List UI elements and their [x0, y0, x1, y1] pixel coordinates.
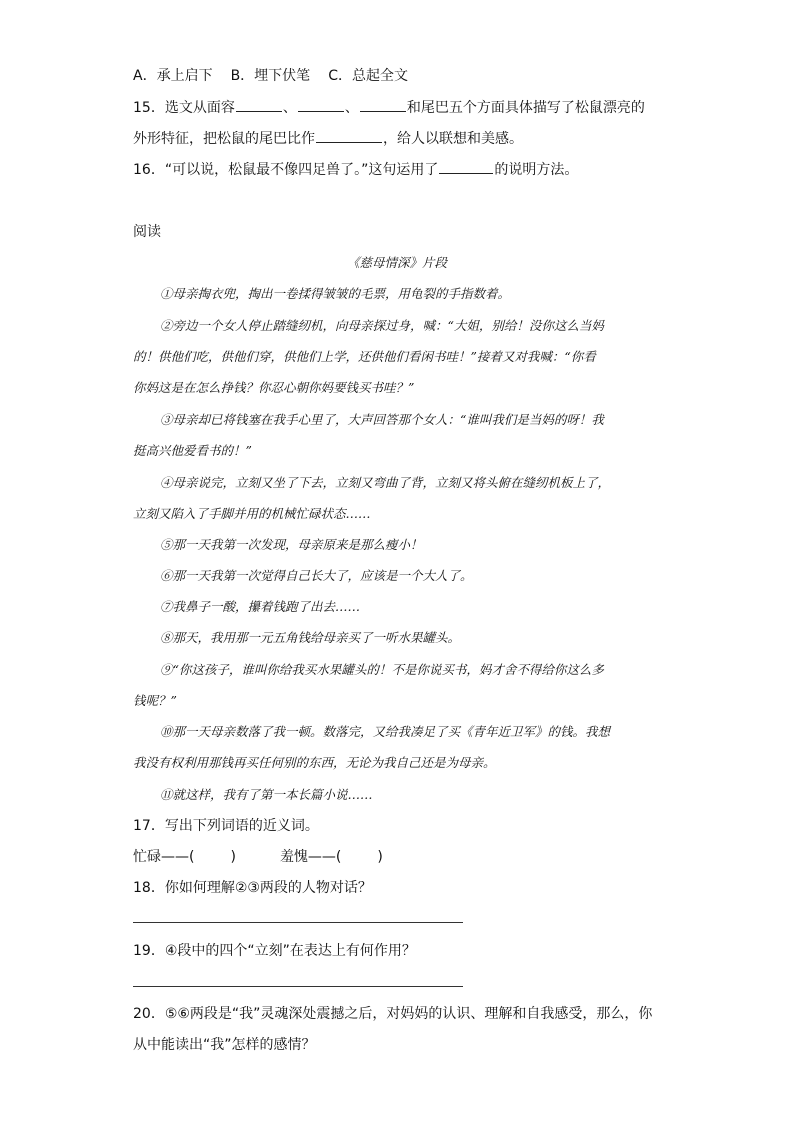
q17: 17．写出下列词语的近义词。: [133, 818, 319, 834]
paragraph-7: ⑦我鼻子一酸，攥着钱跑了出去……: [160, 599, 361, 614]
q14-options: [133, 66, 408, 86]
q16: 16．“可以说，松鼠最不像四足兽了。”这句运用了 的说明方法。: [133, 159, 578, 180]
paragraph-4-line1: ④母亲说完，立刻又坐了下去，立刻又弯曲了背，立刻又将头俯在缝纫机板上了，: [160, 475, 611, 490]
paragraph-9-line1: ⑨“你这孩子，谁叫你给我买水果罐头的！不是你说买书，妈才舍不得给你这么多: [160, 662, 604, 677]
paragraph-5: ⑤那一天我第一次发现，母亲原来是那么瘦小！: [160, 537, 423, 552]
paragraph-2-line2: 的！供他们吃，供他们穿，供他们上学，还供他们看闲书哇！”接着又对我喊：“你看: [133, 349, 596, 364]
paragraph-10-line1: ⑩那一天母亲数落了我一顿。数落完，又给我凑足了买《青年近卫军》的钱。我想: [160, 724, 611, 739]
option-c: C．总起全文: [328, 68, 408, 84]
passage-title: 《慈母情深》片段: [346, 255, 447, 270]
q20-line2: 从中能读出“我”怎样的感情？: [133, 1037, 316, 1053]
q17-word-2: 羞愧——(: [279, 849, 342, 865]
paragraph-8: ⑧那天，我用那一元五角钱给母亲买了一听水果罐头。: [160, 630, 461, 645]
q16-blank[interactable]: [439, 159, 493, 174]
paragraph-3-line2: 挺高兴他爱看书的！”: [133, 443, 252, 458]
paragraph-11: ⑪就这样，我有了第一本长篇小说……: [160, 787, 373, 802]
q15-line2: 外形特征，把松鼠的尾巴比作 ，给人以联想和美感。: [133, 128, 523, 149]
option-b: B．埋下伏笔: [230, 68, 311, 84]
paragraph-10-line2: 我没有权利用那钱再买任何别的东西，无论为我自己还是为母亲。: [133, 755, 496, 770]
q19-answer-line[interactable]: [133, 986, 463, 987]
q17-answers: 忙碌——( ) 羞愧——( ): [133, 849, 383, 865]
q15-blank-4[interactable]: [316, 128, 382, 143]
paragraph-2-line1: ②旁边一个女人停止踏缝纫机，向母亲探过身，喊：“大姐，别给！没你这么当妈: [160, 318, 604, 333]
q19: 19．④段中的四个“立刻”在表达上有何作用？: [133, 943, 416, 959]
paragraph-9-line2: 钱呢？”: [133, 693, 177, 708]
paragraph-6: ⑥那一天我第一次觉得自己长大了，应该是一个大人了。: [160, 568, 473, 583]
q17-word-1: 忙碌——(: [133, 849, 195, 865]
q18: 18．你如何理解②③两段的人物对话？: [133, 880, 372, 896]
q20-line1: 20．⑤⑥两段是“我”灵魂深处震撼之后，对妈妈的认识、理解和自我感受，那么，你: [133, 1006, 653, 1022]
paragraph-4-line2: 立刻又陷入了手脚并用的机械忙碌状态……: [133, 506, 371, 521]
q15-blank-1[interactable]: [236, 97, 282, 112]
paragraph-2-line3: 你妈这是在怎么挣钱？你忍心朝你妈要钱买书哇？”: [133, 380, 415, 395]
q15-blank-2[interactable]: [298, 97, 344, 112]
q15-blank-3[interactable]: [360, 97, 406, 112]
option-a: A．承上启下: [133, 68, 213, 84]
section-label: 阅读: [133, 224, 161, 240]
paragraph-3-line1: ③母亲却已将钱塞在我手心里了，大声回答那个女人：“谁叫我们是当妈的呀！我: [160, 412, 604, 427]
paragraph-1: ①母亲掏衣兜，掏出一卷揉得皱皱的毛票，用龟裂的手指数着。: [160, 286, 511, 301]
q15-line1: 15．选文从面容 、 、 和尾巴五个方面具体描写了松鼠漂亮的: [133, 97, 645, 118]
q18-answer-line[interactable]: [133, 922, 463, 923]
